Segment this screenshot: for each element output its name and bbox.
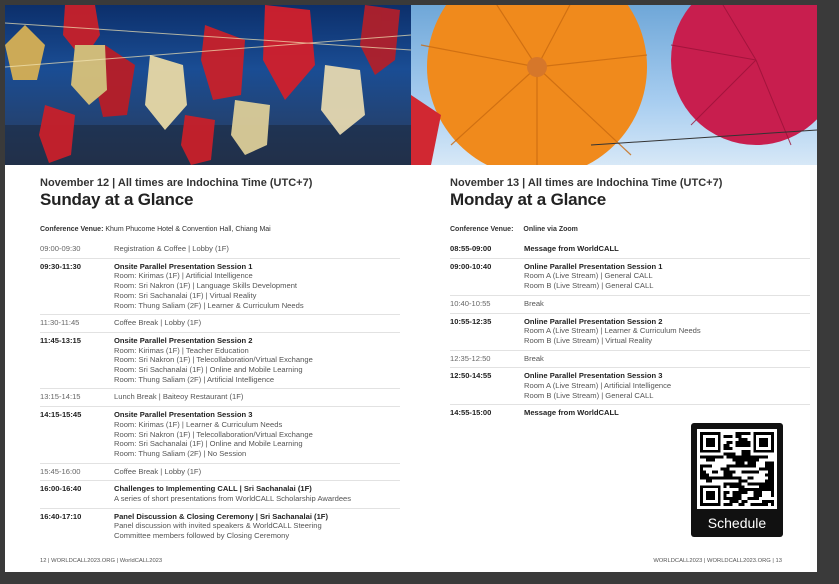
row-title: Lunch Break | Baiteoy Restaurant (1F) xyxy=(114,392,244,402)
sunday-venue xyxy=(40,226,400,233)
row-body xyxy=(114,467,400,477)
row-time: 10:40-10:55 xyxy=(450,298,491,308)
row-title: Onsite Parallel Presentation Session 3 xyxy=(114,410,253,420)
row-detail: Room B (Live Stream) | Virtual Reality xyxy=(524,335,653,345)
row-detail: Room A (Live Stream) | General CALL xyxy=(524,271,653,281)
row-body xyxy=(114,336,400,385)
row-title: Online Parallel Presentation Session 1 xyxy=(524,261,663,271)
row-time: 12:35-12:50 xyxy=(450,353,491,363)
row-time: 09:30-11:30 xyxy=(40,261,81,271)
row-time: 16:40-17:10 xyxy=(40,511,82,521)
row-title: Message from WorldCALL xyxy=(524,244,619,253)
schedule-row xyxy=(450,313,810,350)
row-time: 08:55-09:00 xyxy=(450,244,492,253)
row-time: 09:00-10:40 xyxy=(450,261,492,271)
monday-title: Monday at a Glance xyxy=(450,190,607,209)
sunday-title: Sunday at a Glance xyxy=(40,190,194,209)
monday-column xyxy=(450,177,810,422)
row-time: 14:55-15:00 xyxy=(450,408,492,418)
schedule-row xyxy=(450,367,810,404)
venue-value: Khum Phucome Hotel & Convention Hall, Chiang Mai xyxy=(105,226,271,233)
row-title: Coffee Break | Lobby (1F) xyxy=(114,318,202,328)
row-body xyxy=(524,317,810,346)
row-title: Onsite Parallel Presentation Session 1 xyxy=(114,261,253,271)
row-title: Registration & Coffee | Lobby (1F) xyxy=(114,244,229,253)
row-title: Online Parallel Presentation Session 2 xyxy=(524,316,663,326)
row-time: 11:45-13:15 xyxy=(40,335,81,345)
qr-code[interactable] xyxy=(697,429,777,509)
schedule-row xyxy=(40,388,400,406)
row-detail: Panel discussion with invited speakers & WorldCALL Steering xyxy=(114,521,322,531)
footer-right: WORLDCALL2023 | WORLDCALL2023.ORG | 13 xyxy=(653,558,782,564)
row-detail: Room: Kirimas (1F) | Learner & Curriculum Needs xyxy=(114,419,283,429)
schedule-row xyxy=(450,295,810,313)
row-detail: Room: Thung Saliam (2F) | Learner & Curriculum Needs xyxy=(114,300,304,310)
row-time: 13:15-14:15 xyxy=(40,392,81,402)
schedule-row xyxy=(40,241,400,258)
row-body xyxy=(524,371,810,400)
row-body xyxy=(524,262,810,291)
row-body xyxy=(114,512,400,541)
schedule-row xyxy=(40,508,400,545)
schedule-row xyxy=(450,241,810,258)
row-body xyxy=(524,354,810,364)
sunday-schedule xyxy=(40,241,400,545)
schedule-qr-card[interactable] xyxy=(691,423,783,537)
monday-venue xyxy=(450,226,810,233)
row-detail: Room: Sri Sachanalai (1F) | Online and Mobile Learning xyxy=(114,365,303,375)
row-body xyxy=(524,408,810,418)
row-detail: Room: Sri Nakron (1F) | Telecollaboration/Virtual Exchange xyxy=(114,355,313,365)
monday-date-line: November 13 | All times are Indochina Time (UTC+7) xyxy=(450,177,723,189)
row-detail: Room: Thung Saliam (2F) | Artificial Intelligence xyxy=(114,374,275,384)
row-title: Break xyxy=(524,353,544,363)
row-title: Panel Discussion & Closing Ceremony | Sri Sachanalai (1F) xyxy=(114,511,328,521)
footer-left: 12 | WORLDCALL2023.ORG | WorldCALL2023 xyxy=(40,558,163,564)
lanterns-photo xyxy=(5,5,411,165)
row-time: 11:30-11:45 xyxy=(40,318,80,328)
row-title: Online Parallel Presentation Session 3 xyxy=(524,371,663,381)
row-detail: Room A (Live Stream) | Learner & Curriculum Needs xyxy=(524,326,701,336)
row-detail: Room B (Live Stream) | General CALL xyxy=(524,390,654,400)
monday-schedule xyxy=(450,241,810,422)
row-detail: Room: Sri Sachanalai (1F) | Online and Mobile Learning xyxy=(114,439,303,449)
row-body xyxy=(114,318,400,328)
row-time: 09:00-09:30 xyxy=(40,244,81,253)
schedule-row xyxy=(40,258,400,315)
row-detail: Committee members followed by Closing Ceremony xyxy=(114,531,290,541)
row-time: 10:55-12:35 xyxy=(450,316,492,326)
row-detail: A series of short presentations from WorldCALL Scholarship Awardees xyxy=(114,494,352,504)
row-time: 15:45-16:00 xyxy=(40,466,81,476)
row-body xyxy=(114,484,400,503)
row-detail: Room A (Live Stream) | Artificial Intelligence xyxy=(524,381,672,391)
row-body xyxy=(524,299,810,309)
row-time: 14:15-15:45 xyxy=(40,410,82,420)
venue-value: Online via Zoom xyxy=(523,226,578,233)
row-detail: Room: Thung Saliam (2F) | No Session xyxy=(114,448,247,458)
row-title: Onsite Parallel Presentation Session 2 xyxy=(114,335,253,345)
row-body xyxy=(114,410,400,459)
qr-label: Schedule xyxy=(707,515,767,531)
venue-label: Conference Venue: xyxy=(450,226,514,233)
schedule-row xyxy=(40,463,400,481)
schedule-row xyxy=(450,404,810,422)
umbrellas-photo xyxy=(411,5,817,165)
row-detail: Room: Kirimas (1F) | Artificial Intelligence xyxy=(114,271,253,281)
schedule-row xyxy=(450,350,810,368)
row-time: 12:50-14:55 xyxy=(450,371,492,381)
schedule-row xyxy=(450,258,810,295)
sunday-column xyxy=(40,177,400,545)
row-title: Challenges to Implementing CALL | Sri Sachanalai (1F) xyxy=(114,484,312,494)
sunday-date-line: November 12 | All times are Indochina Time (UTC+7) xyxy=(40,177,313,189)
brochure-spread xyxy=(5,5,817,572)
schedule-row xyxy=(40,406,400,463)
schedule-row xyxy=(40,332,400,389)
row-title: Message from WorldCALL xyxy=(524,408,619,418)
row-body xyxy=(114,262,400,311)
schedule-row xyxy=(40,314,400,332)
venue-label: Conference Venue: xyxy=(40,226,104,233)
schedule-row xyxy=(40,480,400,507)
row-time: 16:00-16:40 xyxy=(40,484,82,494)
row-body xyxy=(114,392,400,402)
row-title: Coffee Break | Lobby (1F) xyxy=(114,466,202,476)
row-body xyxy=(114,244,400,254)
row-detail: Room B (Live Stream) | General CALL xyxy=(524,281,654,291)
row-detail: Room: Sri Nakron (1F) | Telecollaboration/Virtual Exchange xyxy=(114,429,313,439)
row-title: Break xyxy=(524,298,544,308)
row-detail: Room: Kirimas (1F) | Teacher Education xyxy=(114,345,249,355)
row-detail: Room: Sri Sachanalai (1F) | Virtual Reality xyxy=(114,290,257,300)
row-body xyxy=(524,244,810,254)
row-detail: Room: Sri Nakron (1F) | Language Skills Development xyxy=(114,281,298,291)
